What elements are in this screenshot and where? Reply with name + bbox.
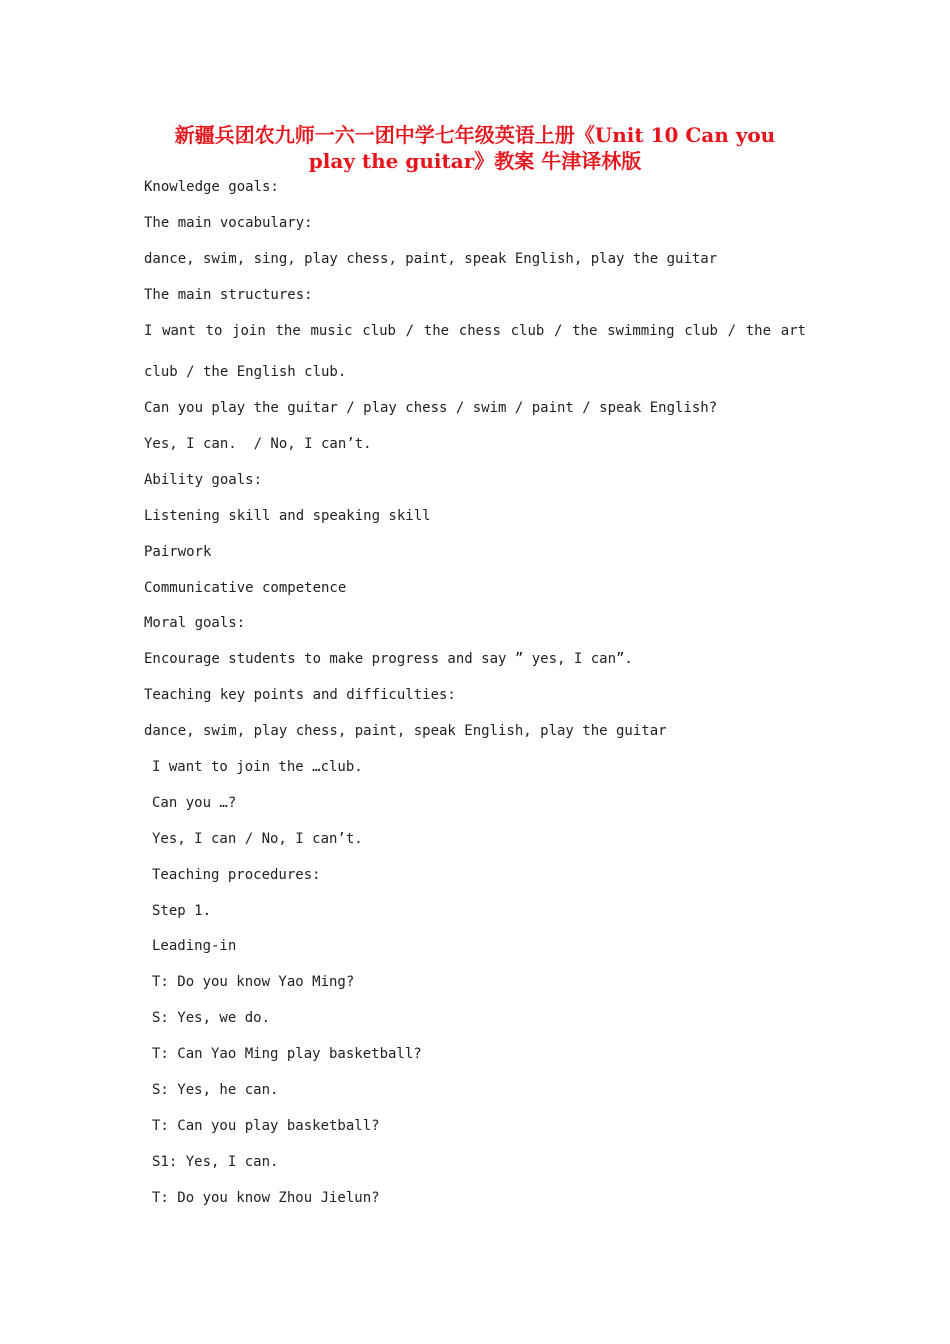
text-line: Step 1. [152, 903, 212, 919]
text-line: Can you …? [152, 795, 237, 811]
document-title-line-1: 新疆兵团农九师一六一团中学七年级英语上册《Unit 10 Can you [174, 123, 776, 147]
text-line: T: Can Yao Ming play basketball? [152, 1046, 422, 1062]
text-line: T: Do you know Zhou Jielun? [152, 1190, 380, 1206]
text-line: dance, swim, play chess, paint, speak English, play the guitar [144, 723, 667, 739]
document-title-line-2: play the guitar》教案 牛津译林版 [308, 149, 642, 173]
text-line: Can you play the guitar / play chess / swim / paint / speak English? [144, 400, 718, 416]
text-line: Teaching procedures: [152, 867, 321, 883]
text-line: Moral goals: [144, 615, 246, 631]
text-line: dance, swim, sing, play chess, paint, speak English, play the guitar [144, 251, 718, 267]
document-title [120, 122, 830, 174]
text-line: T: Do you know Yao Ming? [152, 974, 355, 990]
text-line: Listening skill and speaking skill [144, 508, 431, 524]
text-line: I want to join the …club. [152, 759, 363, 775]
text-line: Yes, I can / No, I can’t. [152, 831, 363, 847]
text-line: I want to join the music club / the chess club / the swimming club / the art [144, 323, 806, 339]
text-line: Encourage students to make progress and say ” yes, I can”. [144, 651, 633, 667]
text-line: S: Yes, he can. [152, 1082, 279, 1098]
text-line: Pairwork [144, 544, 212, 560]
text-line: Ability goals: [144, 472, 263, 488]
text-line: T: Can you play basketball? [152, 1118, 380, 1134]
text-line: Teaching key points and difficulties: [144, 687, 456, 703]
text-line: Knowledge goals: [144, 179, 279, 195]
text-line: The main vocabulary: [144, 215, 313, 231]
text-line: The main structures: [144, 287, 313, 303]
text-line: Communicative competence [144, 580, 347, 596]
text-line: Yes, I can. / No, I can’t. [144, 436, 372, 452]
text-line: Leading-in [152, 938, 237, 954]
text-line: S1: Yes, I can. [152, 1154, 279, 1170]
text-line: club / the English club. [144, 364, 347, 380]
text-line: S: Yes, we do. [152, 1010, 271, 1026]
